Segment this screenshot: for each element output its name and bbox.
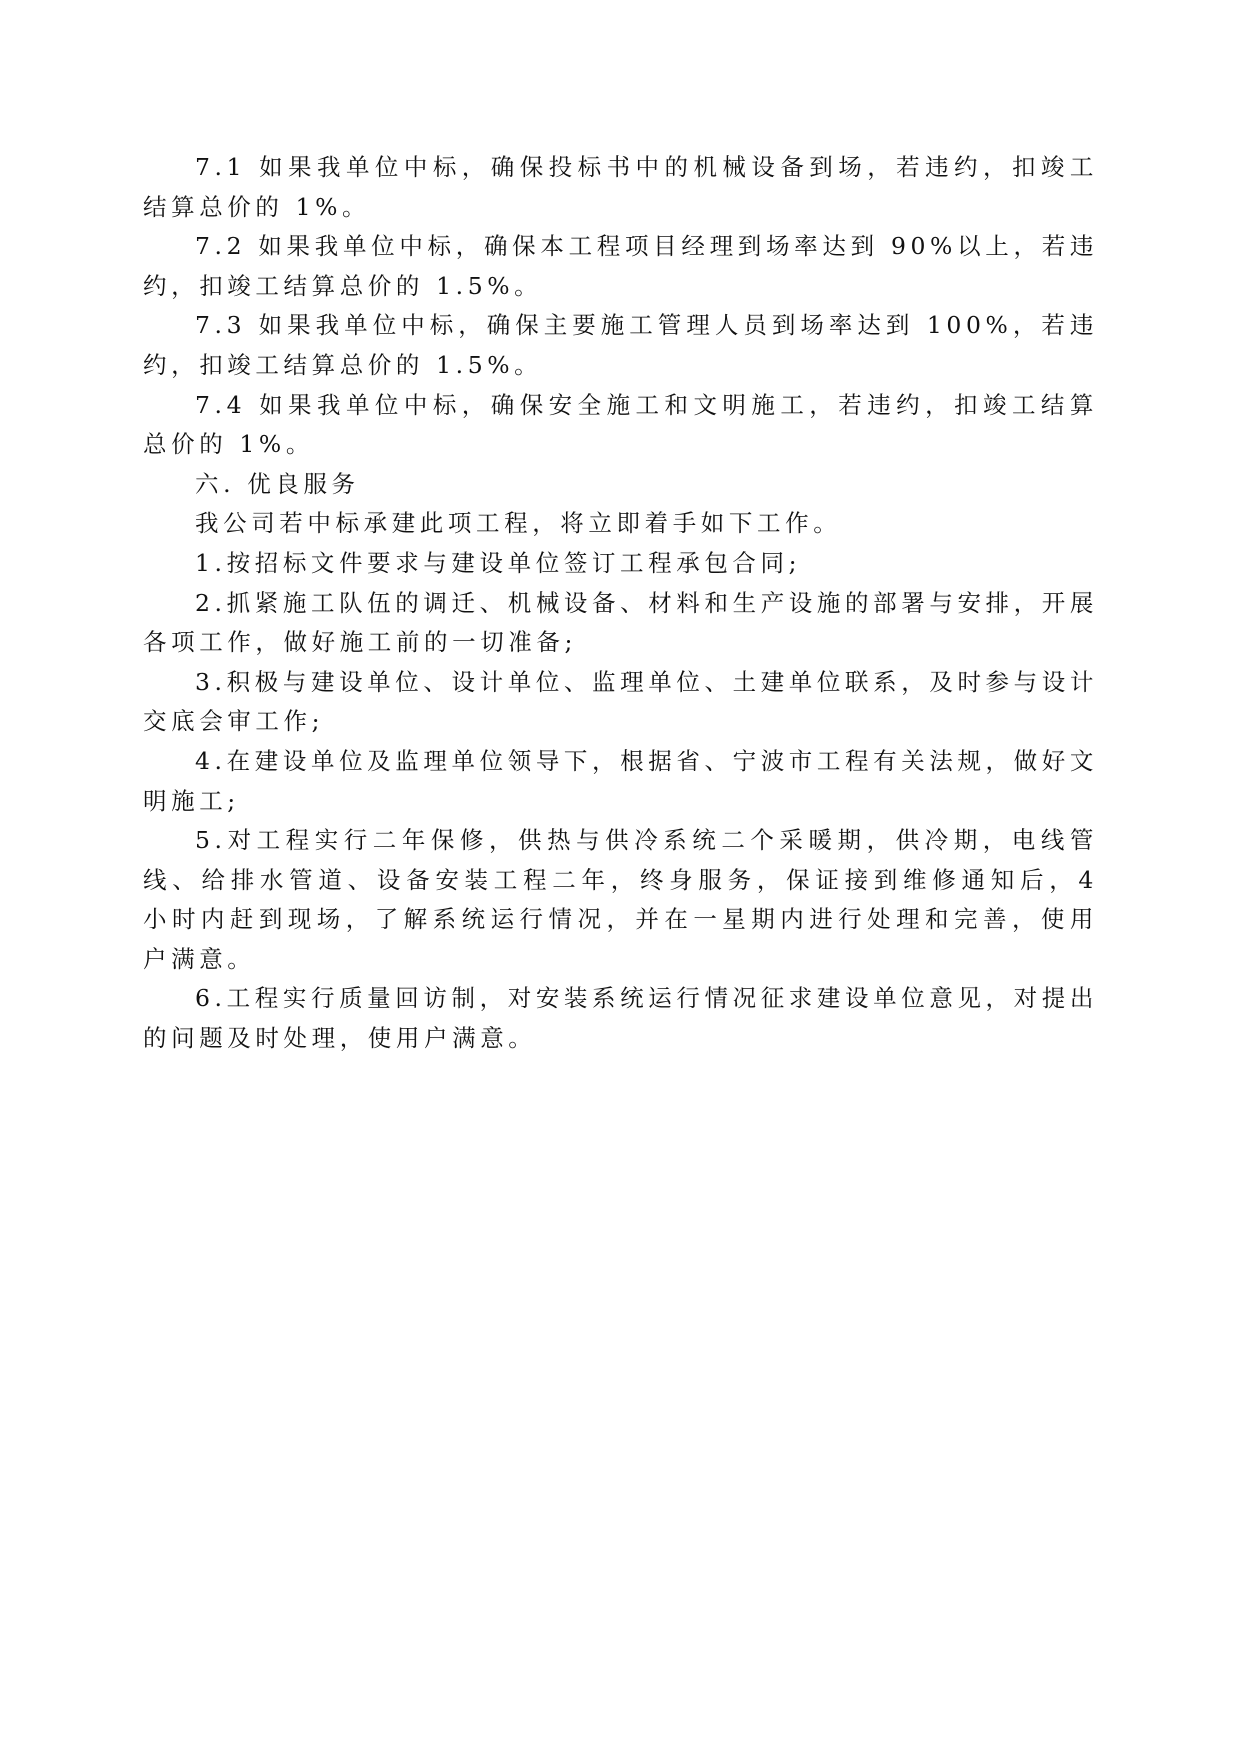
list-item-2: 2.抓紧施工队伍的调迁、机械设备、材料和生产设施的部署与安排，开展各项工作，做好施工前的一切准备; — [143, 588, 1098, 657]
list-item-6: 6.工程实行质量回访制，对安装系统运行情况征求建设单位意见，对提出的问题及时处理，使用户满意。 — [143, 984, 1098, 1053]
paragraph-7-1: 7.1 如果我单位中标，确保投标书中的机械设备到场，若违约，扣竣工结算总价的 1%。 — [143, 153, 1098, 221]
paragraph-7-2: 7.2 如果我单位中标，确保本工程项目经理到场率达到 90%以上，若违约，扣竣工结算总价的 1.5%。 — [143, 232, 1098, 300]
section-heading: 六. 优良服务 — [195, 469, 360, 498]
document-body — [143, 148, 1098, 1059]
list-item-4: 4.在建设单位及监理单位领导下，根据省、宁波市工程有关法规，做好文明施工; — [143, 746, 1098, 815]
list-item-1: 1.按招标文件要求与建设单位签订工程承包合同; — [195, 548, 802, 577]
intro-paragraph: 我公司若中标承建此项工程，将立即着手如下工作。 — [195, 509, 842, 538]
paragraph-7-4: 7.4 如果我单位中标，确保安全施工和文明施工，若违约，扣竣工结算总价的 1%。 — [143, 390, 1098, 459]
list-item-3: 3.积极与建设单位、设计单位、监理单位、土建单位联系，及时参与设计交底会审工作; — [143, 667, 1098, 736]
list-item-5: 5.对工程实行二年保修，供热与供冷系统二个采暖期，供冷期，电线管线、给排水管道、设备安装工程二年，终身服务，保证接到维修通知后，4 小时内赶到现场，了解系统运行情况，并在一星期内进行处理和完善，使用户满意。 — [143, 826, 1098, 973]
paragraph-7-3: 7.3 如果我单位中标，确保主要施工管理人员到场率达到 100%，若违约，扣竣工结算总价的 1.5%。 — [143, 311, 1098, 379]
